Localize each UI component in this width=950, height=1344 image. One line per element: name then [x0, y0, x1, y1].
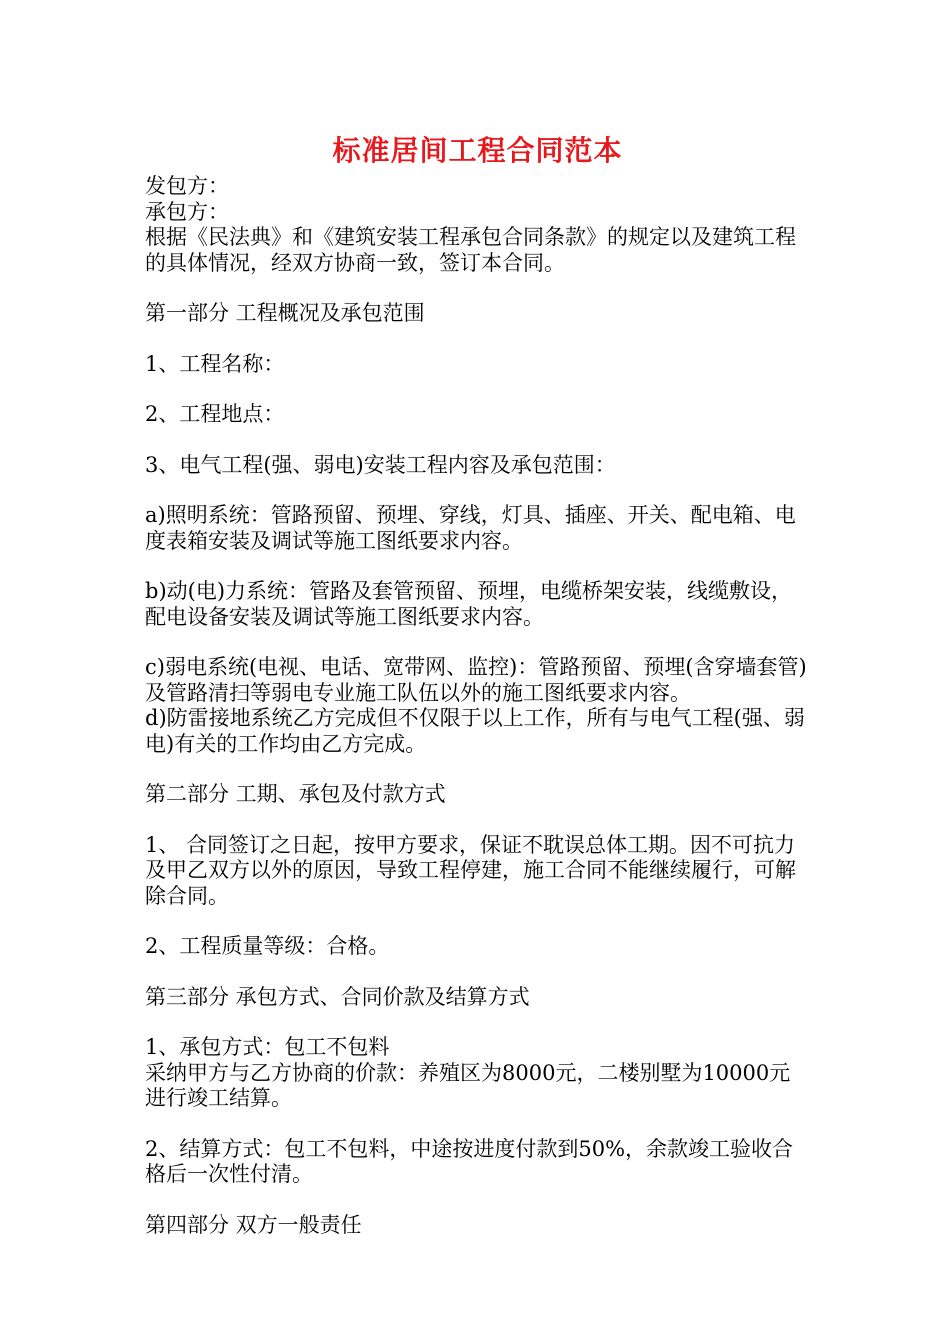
paragraph-contractor: 承包方：: [145, 199, 229, 224]
section-heading-4: 第四部分 双方一般责任: [145, 1212, 362, 1237]
paragraph-project-name: 1、工程名称：: [145, 351, 285, 376]
paragraph-employer: 发包方：: [145, 174, 229, 198]
paragraph-scope-a: a)照明系统：管路预留、预埋、穿线，灯具、插座、开关、配电箱、电度表箱安装及调试等施工图纸要求内容。: [145, 503, 796, 553]
paragraph-preamble: 根据《民法典》和《建筑安装工程承包合同条款》的规定以及建筑工程的具体情况，经双方协商一致，签订本合同。: [145, 225, 796, 275]
paragraph-settlement: 2、结算方式：包工不包料，中途按进度付款到50%，余款竣工验收合格后一次性付清。: [145, 1136, 794, 1186]
paragraph-scope-d: d)防雷接地系统乙方完成但不仅限于以上工作，所有与电气工程(强、弱电)有关的工作均由乙方完成。: [145, 706, 805, 756]
paragraph-price: 采纳甲方与乙方协商的价款：养殖区为8000元，二楼别墅为10000元进行竣工结算。: [145, 1060, 791, 1110]
document-title: 标准居间工程合同范本: [332, 134, 623, 167]
paragraph-scope-b: b)动(电)力系统：管路及套管预留、预埋，电缆桥架安装，线缆敷设，配电设备安装及调试等施工图纸要求内容。: [145, 579, 793, 629]
paragraph-scope-c: c)弱电系统(电视、电话、宽带网、监控)：管路预留、预埋(含穿墙套管)及管路清扫等弱电专业施工队伍以外的施工图纸要求内容。: [145, 655, 807, 705]
section-heading-3: 第三部分 承包方式、合同价款及结算方式: [145, 984, 530, 1009]
paragraph-schedule: 1、 合同签订之日起，按甲方要求，保证不耽误总体工期。因不可抗力及甲乙双方以外的原因，导致工程停建，施工合同不能继续履行，可解除合同。: [145, 832, 796, 908]
section-heading-2: 第二部分 工期、承包及付款方式: [145, 782, 446, 806]
paragraph-project-location: 2、工程地点：: [145, 402, 285, 426]
section-heading-1: 第一部分 工程概况及承包范围: [145, 301, 425, 325]
document-body: [145, 174, 810, 1238]
paragraph-quality: 2、工程质量等级：合格。: [145, 934, 390, 958]
paragraph-contract-mode: 1、承包方式：包工不包料: [145, 1035, 390, 1059]
paragraph-scope: 3、电气工程(强、弱电)安装工程内容及承包范围：: [145, 452, 616, 477]
